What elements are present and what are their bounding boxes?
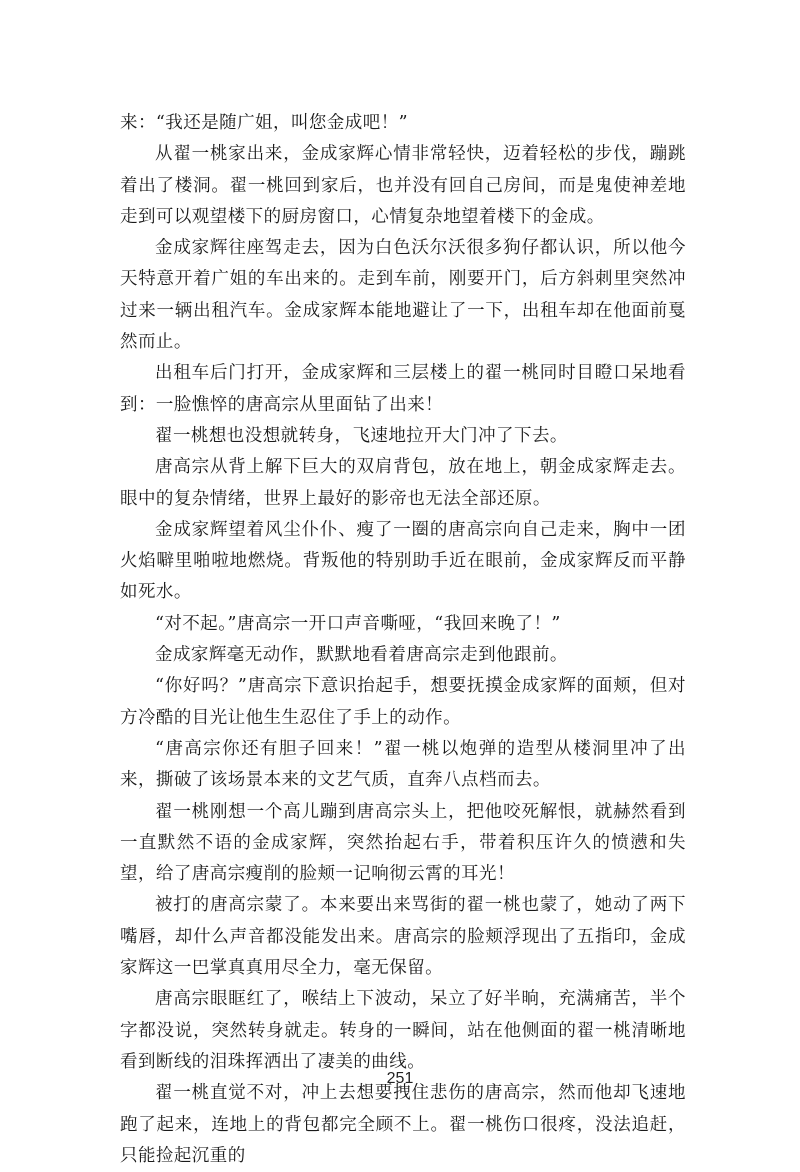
paragraph: 从翟一桃家出来，金成家辉心情非常轻快，迈着轻松的步伐，蹦跳着出了楼洞。翟一桃回到家后，也并没有回自己房间，而是鬼使神差地走到可以观望楼下的厨房窗口，心情复杂地望着楼下的金成。 — [120, 144, 686, 227]
paragraph: 唐高宗从背上解下巨大的双肩背包，放在地上，朝金成家辉走去。眼中的复杂情绪，世界上最好的影帝也无法全部还原。 — [120, 457, 686, 509]
paragraph: 翟一桃直觉不对，冲上去想要拽住悲伤的唐高宗，然而他却飞速地跑了起来，连地上的背包都完全顾不上。翟一桃伤口很疼，没法追赶，只能捡起沉重的 — [120, 1083, 686, 1166]
paragraph: “对不起。”唐高宗一开口声音嘶哑，“我回来晚了！” — [155, 613, 561, 634]
page-number: 251 — [386, 1070, 414, 1087]
page-body — [120, 108, 686, 1172]
paragraph: 金成家辉望着风尘仆仆、瘦了一圈的唐高宗向自己走来，胸中一团火焰噼里啪啦地燃烧。背叛他的特别助手近在眼前，金成家辉反而平静如死水。 — [120, 519, 686, 603]
paragraph: “你好吗？”唐高宗下意识抬起手，想要抚摸金成家辉的面颊，但对方冷酷的目光让他生生忍住了手上的动作。 — [120, 676, 686, 728]
paragraph: “唐高宗你还有胆子回来！”翟一桃以炮弹的造型从楼洞里冲了出来，撕破了该场景本来的文艺气质，直奔八点档而去。 — [120, 738, 686, 791]
paragraph: 金成家辉毫无动作，默默地看着唐高宗走到他跟前。 — [155, 645, 568, 666]
paragraph: 被打的唐高宗蒙了。本来要出来骂街的翟一桃也蒙了，她动了两下嘴唇，却什么声音都没能发出来。唐高宗的脸颊浮现出了五指印，金成家辉这一巴掌真真用尽全力，毫无保留。 — [120, 895, 686, 979]
paragraph: 来：“我还是随广姐，叫您金成吧！” — [120, 113, 409, 133]
paragraph: 金成家辉往座驾走去，因为白色沃尔沃很多狗仔都认识，所以他今天特意开着广姐的车出来的。走到车前，刚要开门，后方斜刺里突然冲过来一辆出租汽车。金成家辉本能地避让了一下，出租车却在他面前戛然而止。 — [120, 238, 686, 353]
paragraph: 出租车后门打开，金成家辉和三层楼上的翟一桃同时目瞪口呆地看到：一脸憔悴的唐高宗从里面钻了出来！ — [120, 363, 686, 415]
paragraph: 翟一桃刚想一个高儿蹦到唐高宗头上，把他咬死解恨，就赫然看到一直默然不语的金成家辉，突然抬起右手，带着积压许久的愤懑和失望，给了唐高宗瘦削的脸颊一记响彻云霄的耳光！ — [120, 801, 686, 885]
paragraph: 唐高宗眼眶红了，喉结上下波动，呆立了好半晌，充满痛苦，半个字都没说，突然转身就走。转身的一瞬间，站在他侧面的翟一桃清晰地看到断线的泪珠挥洒出了凄美的曲线。 — [120, 989, 686, 1072]
paragraph: 翟一桃想也没想就转身，飞速地拉开大门冲了下去。 — [155, 425, 568, 446]
